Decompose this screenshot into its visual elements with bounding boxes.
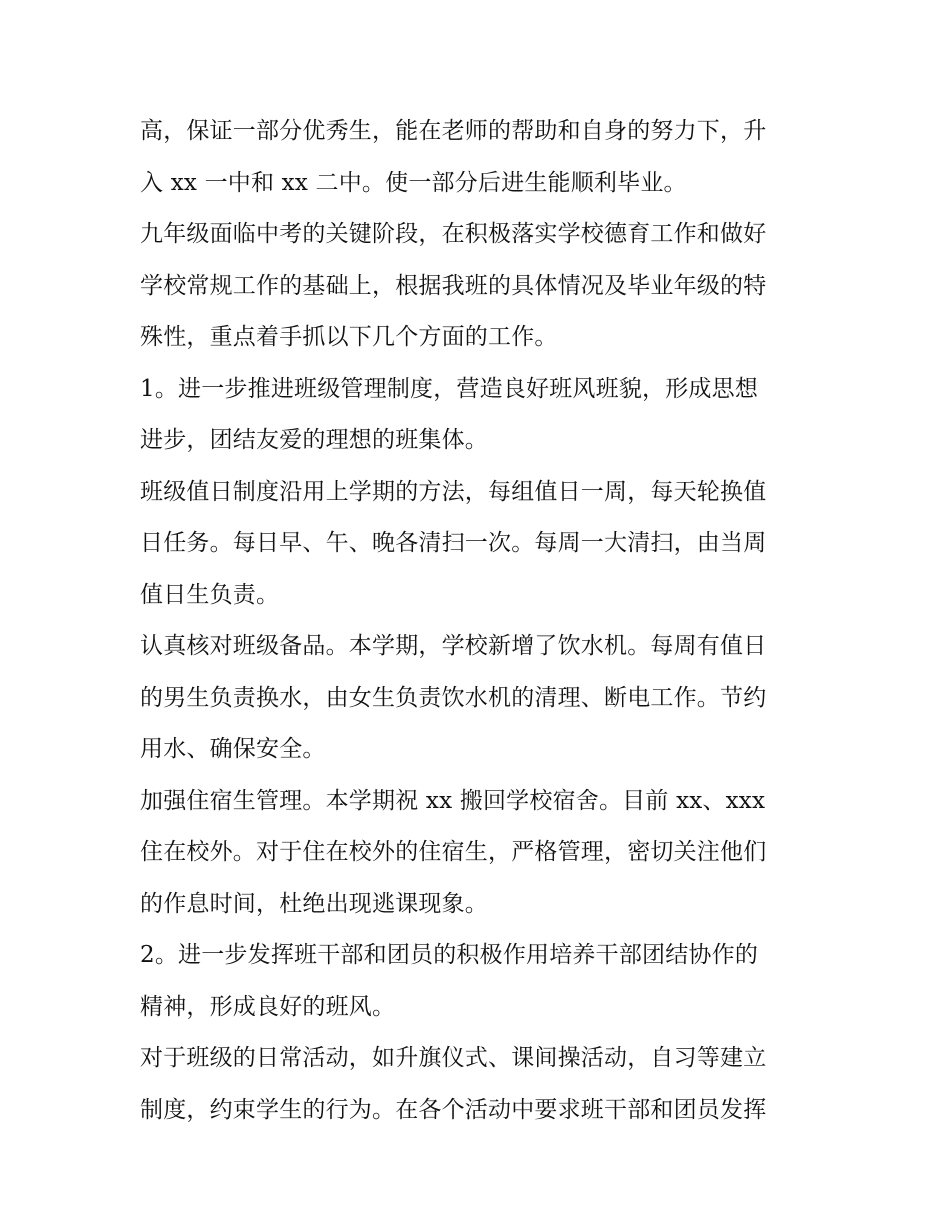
text-line: 入 xx 一中和 xx 二中。使一部分后进生能顺利毕业。 [140,169,687,196]
text-line: 进步，团结友爱的理想的班集体。 [140,427,488,453]
text-line: 制度，约束学生的行为。在各个活动中要求班干部和团员发挥 [140,1096,767,1123]
text-line: 九年级面临中考的关键阶段，在积极落实学校德育工作和做好 [140,221,767,247]
text-line: 的男生负责换水，由女生负责饮水机的清理、断电工作。节约 [140,684,767,711]
text-line: 精神，形成良好的班风。 [140,993,396,1020]
text-line: 对于班级的日常活动，如升旗仪式、课间操活动，自习等建立 [140,1045,767,1071]
text-line: 用水、确保安全。 [140,736,326,762]
text-line: 认真核对班级备品。本学期，学校新增了饮水机。每周有值日 [140,633,767,659]
text-line: 加强住宿生管理。本学期祝 xx 搬回学校宿舍。目前 xx、xxx [140,787,766,814]
text-line: 值日生负责。 [140,581,280,608]
text-line: 2。进一步发挥班干部和团员的积极作用培养干部团结协作的 [140,942,759,968]
text-line: 班级值日制度沿用上学期的方法，每组值日一周，每天轮换值 [140,478,767,505]
text-line: 日任务。每日早、午、晚各清扫一次。每周一大清扫，由当周 [140,530,767,556]
document-body [140,106,820,1136]
text-line: 殊性，重点着手抓以下几个方面的工作。 [140,324,558,350]
text-line: 住在校外。对于住在校外的住宿生，严格管理，密切关注他们 [140,839,767,865]
text-line: 学校常规工作的基础上，根据我班的具体情况及毕业年级的特 [140,272,767,299]
text-line: 高，保证一部分优秀生，能在老师的帮助和自身的努力下，升 [140,118,767,144]
text-line: 1。进一步推进班级管理制度，营造良好班风班貌，形成思想 [140,375,759,402]
text-line: 的作息时间，杜绝出现逃课现象。 [140,890,488,917]
